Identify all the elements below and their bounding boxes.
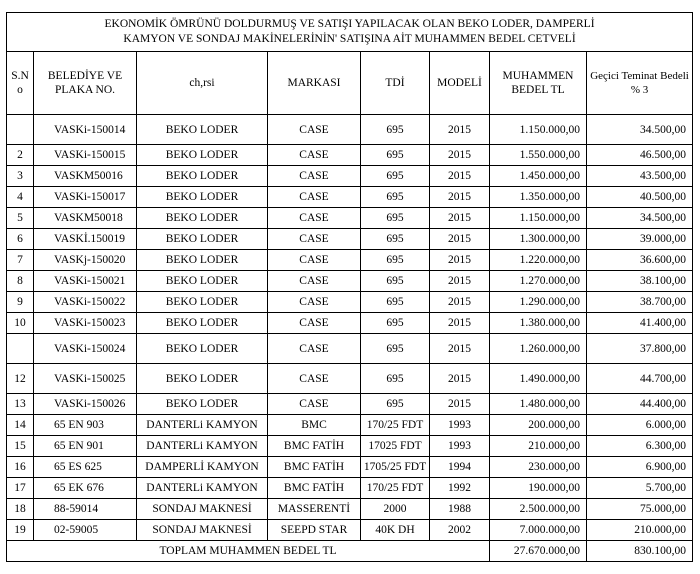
row-tdi: 695	[361, 229, 430, 250]
row-bedel: 1.220.000,00	[490, 250, 587, 271]
row-plaka: VASKi-150015	[34, 145, 137, 166]
header-marka: MARKASI	[268, 52, 361, 115]
row-tdi: 695	[361, 208, 430, 229]
header-tdi: TDİ	[361, 52, 430, 115]
row-model: 2015	[430, 145, 490, 166]
total-teminat: 830.100,00	[587, 541, 693, 562]
row-bedel: 1.300.000,00	[490, 229, 587, 250]
row-teminat: 5.700,00	[587, 478, 693, 499]
row-bedel: 1.150.000,00	[490, 208, 587, 229]
table-row	[7, 457, 693, 478]
row-plaka: VASKi-150025	[34, 364, 137, 394]
row-cins: DAMPERLİ KAMYON	[137, 457, 268, 478]
document	[6, 12, 692, 562]
row-teminat: 39.000,00	[587, 229, 693, 250]
row-marka: CASE	[268, 394, 361, 415]
row-plaka: VASKj-150020	[34, 250, 137, 271]
row-no: 18	[7, 499, 34, 520]
row-marka: CASE	[268, 364, 361, 394]
row-marka: CASE	[268, 292, 361, 313]
table-row	[7, 145, 693, 166]
row-cins: BEKO LODER	[137, 229, 268, 250]
row-cins: BEKO LODER	[137, 115, 268, 145]
row-teminat: 41.400,00	[587, 313, 693, 334]
row-plaka: VASKi-150017	[34, 187, 137, 208]
row-teminat: 6.000,00	[587, 415, 693, 436]
row-no: 16	[7, 457, 34, 478]
table-row	[7, 229, 693, 250]
row-tdi: 695	[361, 271, 430, 292]
header-row	[7, 52, 693, 115]
row-model: 2002	[430, 520, 490, 541]
row-bedel: 1.350.000,00	[490, 187, 587, 208]
row-tdi: 695	[361, 394, 430, 415]
row-tdi: 695	[361, 166, 430, 187]
row-bedel: 230.000,00	[490, 457, 587, 478]
row-model: 1993	[430, 436, 490, 457]
row-tdi: 40K DH	[361, 520, 430, 541]
row-cins: BEKO LODER	[137, 145, 268, 166]
row-no: 5	[7, 208, 34, 229]
header-model: MODELİ	[430, 52, 490, 115]
row-marka: BMC	[268, 415, 361, 436]
table-row	[7, 436, 693, 457]
row-no: 19	[7, 520, 34, 541]
row-cins: BEKO LODER	[137, 394, 268, 415]
table-row	[7, 187, 693, 208]
total-row	[7, 541, 693, 562]
row-model: 2015	[430, 364, 490, 394]
row-cins: BEKO LODER	[137, 364, 268, 394]
title-line-1: EKONOMİK ÖMRÜNÜ DOLDURMUŞ VE SATIŞI YAPILACAK OLAN BEKO LODER, DAMPERLİ	[104, 18, 595, 30]
header-teminat: Geçici Teminat Bedeli % 3	[587, 52, 693, 115]
row-marka: BMC FATİH	[268, 457, 361, 478]
row-tdi: 695	[361, 313, 430, 334]
row-marka: CASE	[268, 115, 361, 145]
row-teminat: 6.300,00	[587, 436, 693, 457]
row-bedel: 1.480.000,00	[490, 394, 587, 415]
row-cins: SONDAJ MAKNESİ	[137, 520, 268, 541]
row-tdi: 695	[361, 115, 430, 145]
row-cins: SONDAJ MAKNESİ	[137, 499, 268, 520]
row-no: 14	[7, 415, 34, 436]
row-teminat: 75.000,00	[587, 499, 693, 520]
row-plaka: VASKi-150024	[34, 334, 137, 364]
table-row	[7, 166, 693, 187]
table-row	[7, 394, 693, 415]
row-model: 1993	[430, 415, 490, 436]
row-model: 2015	[430, 313, 490, 334]
total-label: TOPLAM MUHAMMEN BEDEL TL	[7, 541, 490, 562]
row-plaka: VASKM50016	[34, 166, 137, 187]
table-row	[7, 478, 693, 499]
table-title	[7, 13, 693, 52]
row-cins: BEKO LODER	[137, 250, 268, 271]
row-bedel: 200.000,00	[490, 415, 587, 436]
row-model: 1992	[430, 478, 490, 499]
row-teminat: 44.400,00	[587, 394, 693, 415]
total-bedel: 27.670.000,00	[490, 541, 587, 562]
row-cins: DANTERLi KAMYON	[137, 415, 268, 436]
row-no: 6	[7, 229, 34, 250]
row-model: 2015	[430, 394, 490, 415]
row-model: 2015	[430, 292, 490, 313]
row-marka: CASE	[268, 334, 361, 364]
row-plaka: 88-59014	[34, 499, 137, 520]
row-bedel: 1.450.000,00	[490, 166, 587, 187]
table-row	[7, 208, 693, 229]
row-plaka: 02-59005	[34, 520, 137, 541]
row-model: 1994	[430, 457, 490, 478]
row-no	[7, 334, 34, 364]
row-marka: CASE	[268, 250, 361, 271]
table-row	[7, 271, 693, 292]
row-bedel: 1.550.000,00	[490, 145, 587, 166]
row-no: 2	[7, 145, 34, 166]
row-teminat: 43.500,00	[587, 166, 693, 187]
table-row	[7, 115, 693, 145]
row-bedel: 1.490.000,00	[490, 364, 587, 394]
row-teminat: 34.500,00	[587, 115, 693, 145]
row-plaka: 65 ES 625	[34, 457, 137, 478]
table-row	[7, 415, 693, 436]
row-teminat: 36.600,00	[587, 250, 693, 271]
row-plaka: 65 EN 901	[34, 436, 137, 457]
row-tdi: 695	[361, 334, 430, 364]
row-plaka: VASKi-150026	[34, 394, 137, 415]
row-teminat: 34.500,00	[587, 208, 693, 229]
row-no: 3	[7, 166, 34, 187]
price-table	[6, 12, 693, 562]
row-tdi: 695	[361, 187, 430, 208]
row-marka: CASE	[268, 313, 361, 334]
row-teminat: 6.900,00	[587, 457, 693, 478]
row-model: 2015	[430, 115, 490, 145]
row-bedel: 2.500.000,00	[490, 499, 587, 520]
table-row	[7, 250, 693, 271]
row-bedel: 210.000,00	[490, 436, 587, 457]
row-no: 7	[7, 250, 34, 271]
row-bedel: 1.290.000,00	[490, 292, 587, 313]
row-marka: MASSERENTİ	[268, 499, 361, 520]
row-marka: CASE	[268, 187, 361, 208]
row-no: 9	[7, 292, 34, 313]
row-marka: CASE	[268, 271, 361, 292]
row-model: 2015	[430, 166, 490, 187]
row-bedel: 190.000,00	[490, 478, 587, 499]
row-cins: BEKO LODER	[137, 271, 268, 292]
table-row	[7, 520, 693, 541]
row-no: 10	[7, 313, 34, 334]
row-model: 2015	[430, 271, 490, 292]
title-line-2: KAMYON VE SONDAJ MAKİNELERİNİN' SATIŞINA AİT MUHAMMEN BEDEL CETVELİ	[123, 33, 576, 45]
header-sno: S.N o	[7, 52, 34, 115]
row-bedel: 7.000.000,00	[490, 520, 587, 541]
row-tdi: 1705/25 FDT	[361, 457, 430, 478]
row-marka: BMC FATİH	[268, 436, 361, 457]
row-no: 13	[7, 394, 34, 415]
row-model: 2015	[430, 229, 490, 250]
header-plaka: BELEDİYE VE PLAKA NO.	[34, 52, 137, 115]
row-marka: CASE	[268, 145, 361, 166]
row-marka: CASE	[268, 166, 361, 187]
row-teminat: 46.500,00	[587, 145, 693, 166]
row-cins: BEKO LODER	[137, 334, 268, 364]
row-teminat: 44.700,00	[587, 364, 693, 394]
row-marka: CASE	[268, 229, 361, 250]
row-marka: BMC FATİH	[268, 478, 361, 499]
table-row	[7, 292, 693, 313]
row-plaka: VASKM50018	[34, 208, 137, 229]
row-cins: BEKO LODER	[137, 292, 268, 313]
row-marka: CASE	[268, 208, 361, 229]
header-cins: ch,rsi	[137, 52, 268, 115]
row-plaka: VASKİ.150019	[34, 229, 137, 250]
row-no: 17	[7, 478, 34, 499]
row-cins: BEKO LODER	[137, 187, 268, 208]
table-row	[7, 499, 693, 520]
header-bedel: MUHAMMEN BEDEL TL	[490, 52, 587, 115]
row-teminat: 40.500,00	[587, 187, 693, 208]
row-tdi: 695	[361, 364, 430, 394]
row-bedel: 1.270.000,00	[490, 271, 587, 292]
row-no	[7, 115, 34, 145]
row-teminat: 37.800,00	[587, 334, 693, 364]
row-tdi: 695	[361, 292, 430, 313]
row-tdi: 695	[361, 250, 430, 271]
row-bedel: 1.150.000,00	[490, 115, 587, 145]
row-marka: SEEPD STAR	[268, 520, 361, 541]
row-model: 2015	[430, 250, 490, 271]
row-bedel: 1.380.000,00	[490, 313, 587, 334]
table-row	[7, 313, 693, 334]
row-bedel: 1.260.000,00	[490, 334, 587, 364]
row-cins: BEKO LODER	[137, 208, 268, 229]
row-teminat: 210.000,00	[587, 520, 693, 541]
row-cins: DANTERLi KAMYON	[137, 478, 268, 499]
row-no: 4	[7, 187, 34, 208]
row-no: 8	[7, 271, 34, 292]
table-row	[7, 334, 693, 364]
row-model: 2015	[430, 187, 490, 208]
row-cins: BEKO LODER	[137, 313, 268, 334]
row-teminat: 38.700,00	[587, 292, 693, 313]
row-tdi: 2000	[361, 499, 430, 520]
row-model: 2015	[430, 208, 490, 229]
row-tdi: 17025 FDT	[361, 436, 430, 457]
row-plaka: VASKi-150014	[34, 115, 137, 145]
row-plaka: VASKi-150021	[34, 271, 137, 292]
row-plaka: 65 EK 676	[34, 478, 137, 499]
row-tdi: 170/25 FDT	[361, 415, 430, 436]
row-no: 15	[7, 436, 34, 457]
row-model: 2015	[430, 334, 490, 364]
row-teminat: 38.100,00	[587, 271, 693, 292]
table-row	[7, 364, 693, 394]
row-model: 1988	[430, 499, 490, 520]
row-plaka: VASKi-150023	[34, 313, 137, 334]
row-tdi: 170/25 FDT	[361, 478, 430, 499]
row-cins: DANTERLi KAMYON	[137, 436, 268, 457]
row-cins: BEKO LODER	[137, 166, 268, 187]
row-no: 12	[7, 364, 34, 394]
row-plaka: VASKi-150022	[34, 292, 137, 313]
row-tdi: 695	[361, 145, 430, 166]
row-plaka: 65 EN 903	[34, 415, 137, 436]
